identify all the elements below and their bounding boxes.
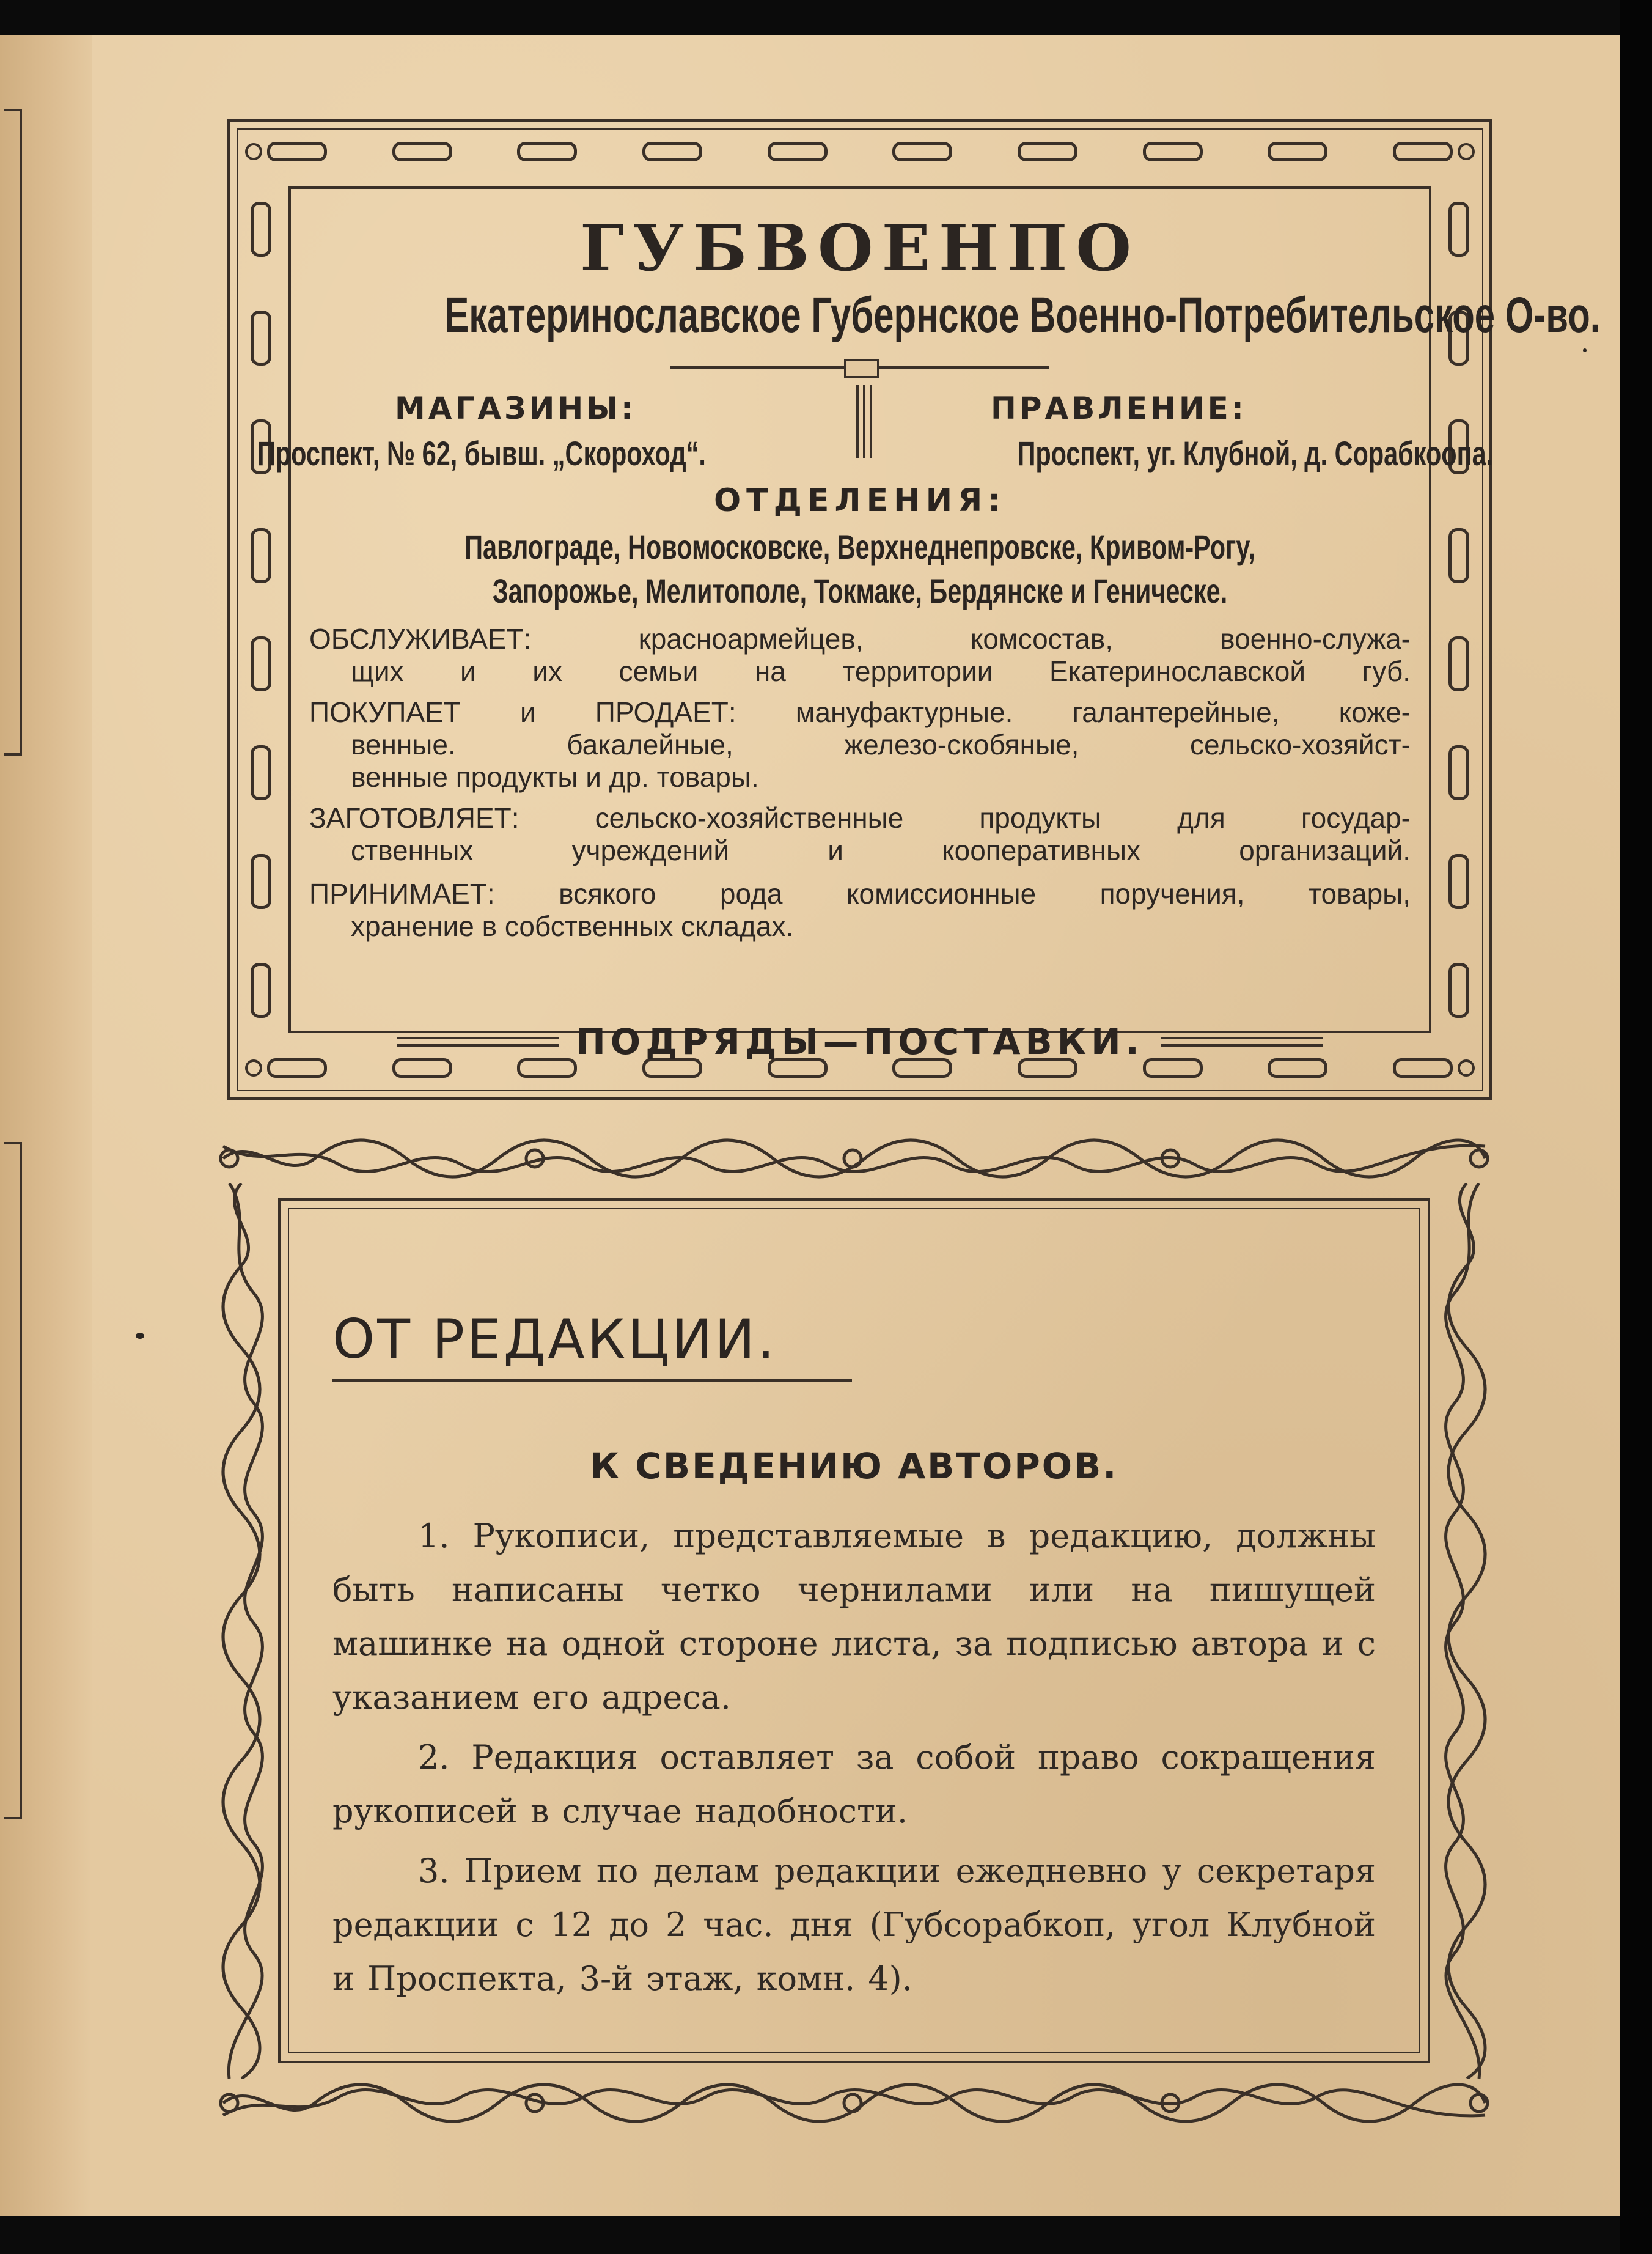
serves-paragraph [309, 623, 1411, 688]
ornamental-rule [670, 366, 1049, 369]
board-heading: ПРАВЛЕНИЕ: [991, 391, 1247, 426]
advertisement-box [227, 119, 1601, 1100]
previous-page-edge [4, 1142, 22, 1819]
scroll-ornament-top [217, 1134, 1491, 1183]
accepts-line: хранение в собственных складах. [351, 910, 794, 942]
shops-heading: МАГАЗИНЫ: [395, 391, 637, 426]
serves-line: щих и их семьи на территории Екатеринославской губ. [351, 655, 1411, 687]
double-rule [397, 1037, 559, 1047]
accepts-paragraph [309, 878, 1411, 943]
double-rule [1161, 1037, 1323, 1047]
trades-line: ПОКУПАЕТ и ПРОДАЕТ: мануфактурные. галантерейные, коже- [309, 696, 1411, 728]
procures-line: ственных учреждений и кооперативных организаций. [351, 834, 1411, 866]
shops-address: Проспект, № 62, бывш. „Скороход“. [257, 434, 706, 473]
ink-speck [1583, 348, 1587, 352]
editorial-box [217, 1134, 1491, 2127]
scroll-ornament-bottom [217, 2079, 1491, 2127]
advert-title: ГУБВОЕНПО [580, 210, 1140, 285]
accepts-line: ПРИНИМАЕТ: всякого рода комиссионные поручения, товары, [309, 878, 1411, 910]
procures-line: ЗАГОТОВЛЯЕТ: сельско-хозяйственные продукты для государ- [309, 802, 1411, 834]
branches-line: Запорожье, Мелитополе, Токмаке, Бердянске и Геническе. [492, 572, 1228, 610]
advert-subtitle: Екатеринославское Губернское Военно-Потребительское О-во. [444, 287, 1601, 343]
editorial-content [278, 1198, 1430, 2063]
branches-list [439, 525, 1281, 613]
corner-ring-icon [1458, 1059, 1475, 1077]
chain-border-top [267, 139, 1453, 164]
column-divider [856, 385, 872, 458]
corner-ring-icon [245, 143, 262, 160]
advert-footer-text: ПОДРЯДЫ—ПОСТАВКИ. [576, 1021, 1144, 1063]
editorial-body [332, 1509, 1376, 2012]
trades-paragraph [309, 696, 1411, 794]
scan-border [1620, 0, 1652, 2254]
scroll-ornament-left [217, 1183, 266, 2079]
editorial-subtitle: К СВЕДЕНИЮ АВТОРОВ. [590, 1445, 1118, 1487]
trades-line: венные продукты и др. товары. [351, 761, 759, 793]
rule-paragraph: 2. Редакция оставляет за собой право сокращения рукописей в случае надобности. [332, 1738, 1376, 1830]
ink-speck [136, 1333, 144, 1339]
serves-line: ОБСЛУЖИВАЕТ: красноармейцев, комсостав, военно-служа- [309, 623, 1411, 655]
procures-paragraph [309, 802, 1411, 867]
title-underline [332, 1379, 852, 1382]
rule-paragraph: 1. Рукописи, представляемые в редакцию, должны быть написаны четко чернилами или на пишущей машинке на одной стороне листа, за подписью автора и с указанием его адреса. [332, 1517, 1376, 1717]
editorial-title: ОТ РЕДАКЦИИ. [332, 1308, 777, 1371]
branches-line: Павлограде, Новомосковске, Верхнеднепровске, Кривом-Рогу, [464, 528, 1255, 566]
corner-ring-icon [1458, 143, 1475, 160]
trades-line: венные. бакалейные, железо-скобяные, сельско-хозяйст- [351, 729, 1411, 761]
rule-paragraph: 3. Прием по делам редакции ежедневно у секретаря редакции с 12 до 2 час. дня (Губсорабкоп, угол Клубной и Проспекта, 3-й этаж, комн. 4). [332, 1852, 1376, 1998]
previous-page-edge [4, 109, 22, 756]
branches-heading: ОТДЕЛЕНИЯ: [713, 482, 1007, 519]
chain-border-left [248, 202, 274, 1018]
advertisement-content [257, 186, 1601, 1063]
board-address: Проспект, уг. Клубной, д. Сорабкоопа. [1017, 434, 1493, 473]
corner-ring-icon [245, 1059, 262, 1077]
advert-footer [291, 1021, 1429, 1063]
scroll-ornament-right [1442, 1183, 1491, 2079]
